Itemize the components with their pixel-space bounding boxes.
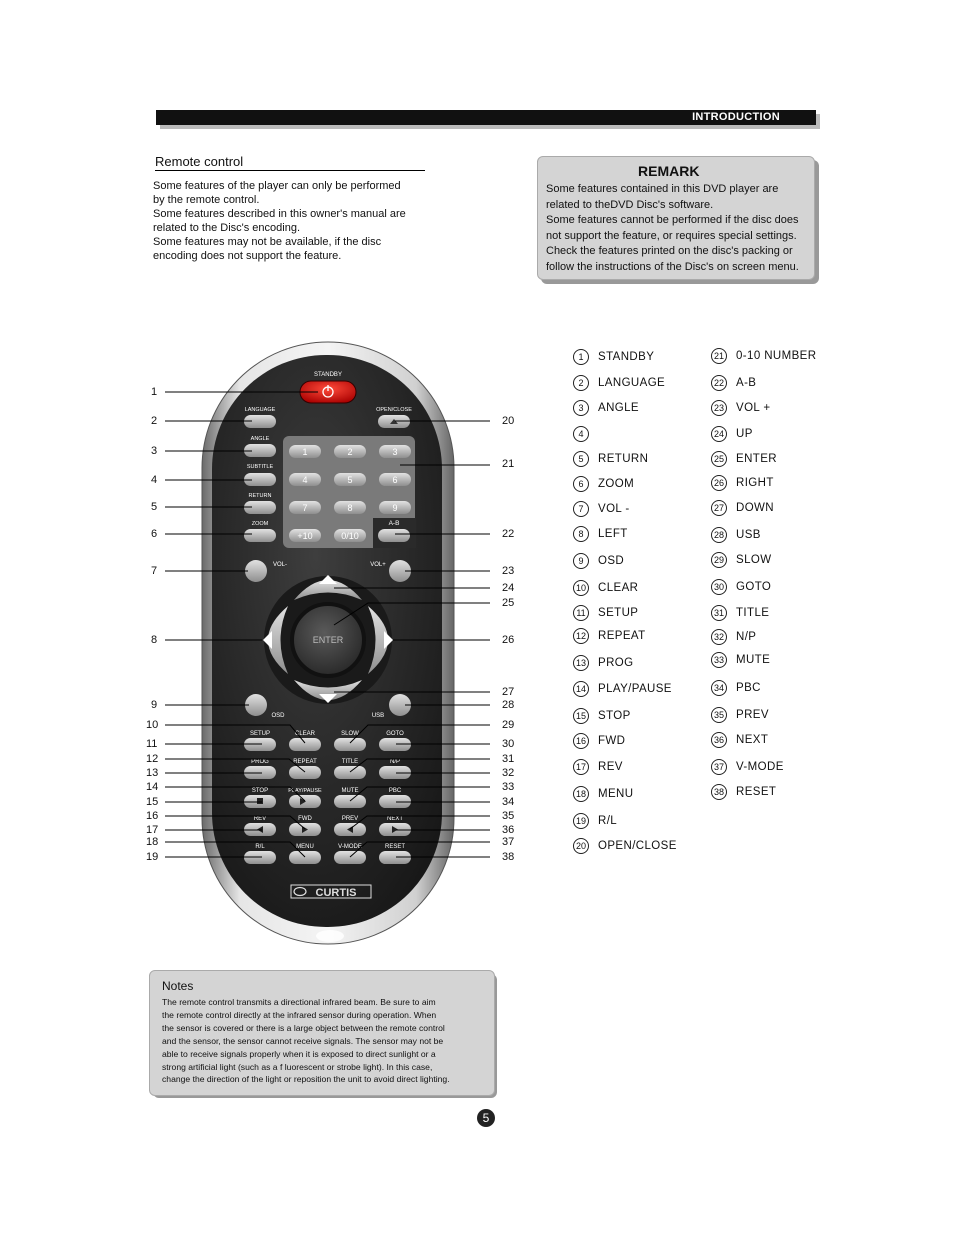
legend-number: 17: [573, 759, 589, 775]
legend-label: N/P: [736, 631, 757, 643]
intro-line: Some features of the player can only be performed: [153, 180, 401, 192]
legend-label: A-B: [736, 377, 757, 389]
callout-number: 35: [502, 810, 515, 822]
digit-8-label: 8: [347, 503, 353, 513]
legend-number: 23: [711, 400, 727, 416]
notes-text: [162, 996, 450, 1086]
legend-item: [711, 732, 768, 748]
legend-label: REV: [598, 761, 623, 773]
legend-number: 14: [573, 681, 589, 697]
prev-label: PREV: [341, 816, 359, 822]
slow-label: SLOW: [341, 731, 359, 737]
legend-item: [573, 349, 654, 365]
legend-label: CLEAR: [598, 582, 639, 594]
legend-number: 1: [573, 349, 589, 365]
angle-label: ANGLE: [250, 436, 270, 442]
callout-number: 19: [146, 851, 159, 863]
legend-number: 9: [573, 553, 589, 569]
legend-label: PREV: [736, 709, 769, 721]
legend-label: SLOW: [736, 554, 772, 566]
legend-item: [711, 451, 777, 467]
legend-number: 27: [711, 500, 727, 516]
legend-label: PLAY/PAUSE: [598, 683, 672, 695]
notes-line: the sensor is covered or there is a large object between the remote control: [162, 1022, 445, 1033]
notes-line: and the sensor, the sensor cannot receive signals. The sensor may not be: [162, 1035, 444, 1046]
digit-plus10-label: +10: [297, 531, 313, 541]
legend-label: 0-10 NUMBER: [736, 350, 817, 362]
intro-line: Some features described in this owner's manual are: [153, 208, 406, 220]
digit-5-label: 5: [347, 475, 353, 485]
legend-label: ANGLE: [598, 402, 639, 414]
next-label: NEXT: [386, 816, 404, 822]
digit-7-label: 7: [302, 503, 308, 513]
language-label: LANGUAGE: [244, 407, 276, 413]
legend-label: STANDBY: [598, 351, 655, 363]
mute-label: MUTE: [341, 788, 359, 794]
legend-number: 24: [711, 426, 727, 442]
callout-number: 27: [502, 686, 515, 698]
callout-number: 38: [502, 851, 515, 863]
legend-item: [711, 652, 770, 668]
remark-line: Check the features printed on the disc's packing or: [546, 245, 793, 258]
stop-label: STOP: [251, 788, 269, 794]
legend-item: [573, 838, 677, 854]
remark-line: Some features contained in this DVD player are: [546, 183, 779, 195]
legend-number: 5: [573, 451, 589, 467]
legend-item: [573, 426, 598, 442]
legend-item: [573, 655, 633, 671]
digit-9-label: 9: [392, 503, 398, 513]
play-pause-label: PLAY/PAUSE: [288, 788, 322, 794]
callout-number: 31: [502, 753, 515, 765]
zoom-label: ZOOM: [251, 521, 269, 527]
enter-label: ENTER: [312, 635, 344, 645]
legend-item: [573, 375, 665, 391]
legend-label: USB: [736, 529, 761, 541]
stop-icon: [257, 798, 263, 804]
callout-number: 24: [502, 582, 515, 594]
legend-number: 15: [573, 708, 589, 724]
clear-button[interactable]: [289, 738, 321, 751]
legend-number: 34: [711, 680, 727, 696]
legend-item: [711, 680, 761, 696]
callout-number: 9: [151, 699, 158, 711]
digit-3-label: 3: [392, 447, 398, 457]
legend-number: 8: [573, 526, 589, 542]
callout-number: 18: [146, 836, 159, 848]
legend-label: STOP: [598, 710, 631, 722]
legend-number: 22: [711, 375, 727, 391]
callout-number: 7: [151, 565, 158, 577]
legend-label: REPEAT: [598, 630, 646, 642]
callout-number: 12: [146, 753, 159, 765]
legend-number: 18: [573, 786, 589, 802]
remark-line: follow the instructions of the Disc's on screen menu.: [546, 260, 799, 273]
mute-button[interactable]: [334, 795, 366, 808]
digit-2-label: 2: [347, 447, 353, 457]
vol-minus-button[interactable]: [245, 560, 267, 582]
title-button[interactable]: [334, 766, 366, 779]
callout-number: 33: [502, 781, 515, 793]
legend-number: 38: [711, 784, 727, 800]
legend-number: 33: [711, 652, 727, 668]
callout-number: 22: [502, 528, 515, 540]
legend-item: [573, 759, 623, 775]
callout-number: 5: [151, 501, 158, 513]
brand-logo-text: CURTIS: [315, 887, 357, 899]
ab-button[interactable]: [378, 529, 410, 542]
legend-number: 21: [711, 348, 727, 364]
legend-number: 36: [711, 732, 727, 748]
legend-item: [573, 813, 617, 829]
legend-item: [573, 628, 646, 644]
vol-minus-label: VOL-: [272, 562, 288, 568]
prog-label: PROG: [251, 759, 269, 765]
rl-label: R/L: [255, 844, 265, 850]
remark-title: REMARK: [638, 163, 700, 179]
intro-line: Some features may not be available, if the disc: [153, 236, 382, 248]
callout-number: 3: [151, 445, 158, 457]
legend-label: UP: [736, 428, 753, 440]
callout-number: 14: [146, 781, 159, 793]
callout-number: 32: [502, 767, 515, 779]
callout-number: 10: [146, 719, 159, 731]
legend-number: 19: [573, 813, 589, 829]
callout-number: 2: [151, 415, 158, 427]
callout-number: 11: [146, 738, 158, 750]
legend-label: OPEN/CLOSE: [598, 840, 677, 852]
return-label: RETURN: [248, 493, 272, 499]
legend-number: 12: [573, 628, 589, 644]
legend-number: 6: [573, 476, 589, 492]
legend-label: OSD: [598, 555, 625, 567]
legend-number: 16: [573, 733, 589, 749]
callout-number: 23: [502, 565, 515, 577]
legend-label: MENU: [598, 788, 634, 800]
remark-line: related to theDVD Disc's software.: [546, 198, 714, 211]
notes-line: change the direction of the light or reposition the unit to avoid direct lighting.: [162, 1074, 450, 1085]
legend-label: ZOOM: [598, 478, 635, 490]
legend-number: 2: [573, 375, 589, 391]
notes-line: The remote control transmits a directional infrared beam. Be sure to aim: [162, 997, 436, 1007]
ab-label: A-B: [388, 520, 400, 527]
legend-item: [711, 475, 774, 491]
legend-item: [573, 733, 625, 749]
v-mode-label: V-MODE: [338, 844, 362, 850]
open-close-label: OPEN/CLOSE: [376, 407, 412, 413]
legend-item: [573, 605, 638, 621]
legend-item: [573, 476, 634, 492]
digit-1-label: 1: [302, 447, 308, 457]
notes-line: the remote control directly at the infrared sensor during operation. When: [162, 1009, 437, 1020]
legend-number: 31: [711, 605, 727, 621]
legend-label: LEFT: [598, 528, 628, 540]
slow-button[interactable]: [334, 738, 366, 751]
intro-line: encoding does not support the feature.: [153, 250, 342, 262]
legend-item: [711, 552, 771, 568]
legend-label: R/L: [598, 815, 618, 827]
notes-title: Notes: [162, 979, 194, 993]
legend-label: PROG: [598, 657, 634, 669]
legend-label: GOTO: [736, 581, 772, 593]
fwd-label: FWD: [298, 816, 312, 822]
legend-number: 32: [711, 629, 727, 645]
legend-label: RETURN: [598, 453, 649, 465]
legend-label: RIGHT: [736, 477, 774, 489]
menu-button[interactable]: [289, 851, 321, 864]
callout-number: 21: [502, 458, 515, 470]
callout-number: 29: [502, 719, 515, 731]
legend-label: MUTE: [736, 654, 771, 666]
legend-item: [573, 526, 628, 542]
legend-number: 28: [711, 527, 727, 543]
usb-label: USB: [371, 713, 385, 719]
legend-number: 37: [711, 759, 727, 775]
notes-line: strong artificial light (such as a f luorescent or strobe light). In this case,: [162, 1061, 433, 1072]
intro-line: by the remote control.: [153, 194, 260, 206]
legend-label: PBC: [736, 682, 761, 694]
legend-label: SETUP: [598, 607, 639, 619]
zoom-button[interactable]: [244, 529, 276, 542]
np-label: N/P: [389, 759, 401, 765]
callout-number: 34: [502, 796, 515, 808]
callout-number: 36: [502, 824, 515, 836]
legend-item: [711, 759, 784, 775]
legend-item: [711, 400, 771, 416]
reset-label: RESET: [384, 844, 406, 850]
legend-label: TITLE: [736, 607, 770, 619]
osd-label: OSD: [271, 713, 285, 719]
setup-label: SETUP: [249, 731, 271, 737]
repeat-label: REPEAT: [293, 759, 317, 765]
legend-item: [573, 451, 648, 467]
legend-label: ENTER: [736, 453, 777, 465]
legend-label: V-MODE: [736, 761, 784, 773]
legend-number: 10: [573, 580, 589, 596]
callout-number: 6: [151, 528, 158, 540]
callout-number: 37: [502, 836, 515, 848]
header-title: INTRODUCTION: [692, 111, 780, 123]
remark-line: Some features cannot be performed if the disc does: [546, 214, 799, 227]
digit-4-label: 4: [302, 475, 308, 485]
legend-item: [573, 681, 672, 697]
goto-label: GOTO: [386, 731, 404, 737]
remote-bottom-highlight: [316, 930, 344, 942]
section-title: Remote control: [155, 154, 425, 171]
legend-number: 29: [711, 552, 727, 568]
callout-number: 17: [146, 824, 159, 836]
legend-number: 20: [573, 838, 589, 854]
legend-item: [573, 553, 624, 569]
legend-item: [573, 400, 639, 416]
callout-number: 20: [502, 415, 515, 427]
subtitle-label: SUBTITLE: [246, 464, 274, 470]
standby-label: STANDBY: [314, 372, 342, 378]
intro-line: related to the Disc's encoding.: [153, 222, 301, 234]
callout-number: 26: [502, 634, 515, 646]
legend-number: 30: [711, 579, 727, 595]
repeat-button[interactable]: [289, 766, 321, 779]
callout-number: 8: [151, 634, 158, 646]
legend-item: [711, 348, 816, 364]
legend-item: [711, 375, 756, 391]
digit-0-10-label: 0/10: [341, 531, 359, 541]
legend-item: [711, 579, 771, 595]
callout-number: 30: [502, 738, 515, 750]
callout-number: 16: [146, 810, 159, 822]
page-number: 5: [477, 1109, 495, 1127]
menu-label: MENU: [296, 844, 314, 850]
legend-item: [711, 629, 756, 645]
legend-item: [573, 786, 633, 802]
callout-number: 1: [151, 386, 158, 398]
legend-number: 35: [711, 707, 727, 723]
legend-item: [711, 426, 753, 442]
clear-label: CLEAR: [294, 731, 316, 737]
legend-label: FWD: [598, 735, 626, 747]
legend-item: [573, 580, 638, 596]
legend-item: [711, 605, 769, 621]
vol-plus-label: VOL+: [370, 562, 386, 568]
legend-number: 26: [711, 475, 727, 491]
legend-label: LANGUAGE: [598, 377, 666, 389]
title-label: TITLE: [341, 759, 359, 765]
digit-6-label: 6: [392, 475, 398, 485]
callout-number: 15: [146, 796, 159, 808]
legend-label: VOL +: [736, 402, 771, 414]
legend-item: [573, 708, 631, 724]
callout-number: 28: [502, 699, 515, 711]
legend-number: 25: [711, 451, 727, 467]
legend-label: RESET: [736, 786, 777, 798]
legend-item: [711, 707, 769, 723]
remark-line: not support the feature, or requires special settings.: [546, 229, 797, 242]
legend-item: [573, 501, 630, 517]
legend-item: [711, 527, 761, 543]
legend-number: 11: [573, 605, 589, 621]
v-mode-button[interactable]: [334, 851, 366, 864]
legend-label: DOWN: [736, 502, 775, 514]
notes-line: able to receive signals properly when it is exposed to direct sunlight or a: [162, 1048, 436, 1059]
legend-item: [711, 784, 776, 800]
callout-number: 4: [151, 474, 158, 486]
rev-label: REV: [253, 816, 267, 822]
legend-number: 7: [573, 501, 589, 517]
pbc-label: PBC: [388, 788, 402, 794]
legend-number: 13: [573, 655, 589, 671]
notes-box: [149, 970, 495, 1096]
legend-item: [711, 500, 774, 516]
legend-number: 3: [573, 400, 589, 416]
legend-number: 4: [573, 426, 589, 442]
legend-label: NEXT: [736, 734, 769, 746]
legend-label: VOL -: [598, 503, 630, 515]
callout-number: 13: [146, 767, 159, 779]
callout-number: 25: [502, 597, 515, 609]
